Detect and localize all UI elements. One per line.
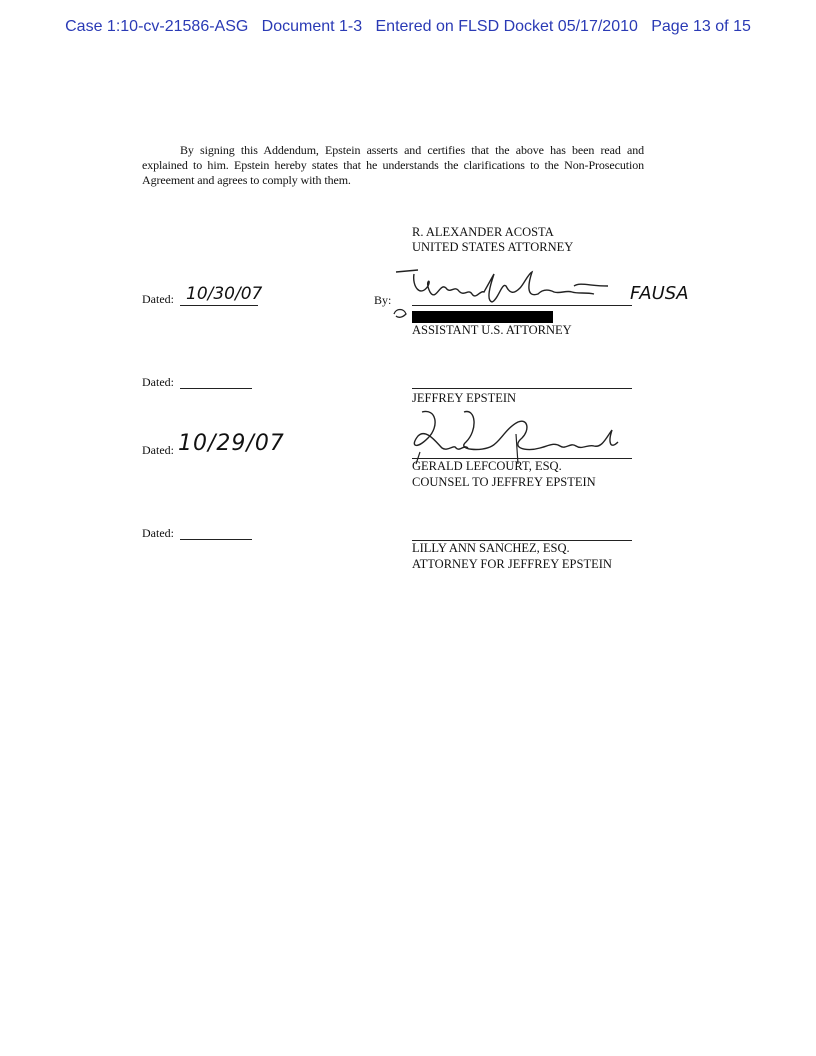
ausa-role: ASSISTANT U.S. ATTORNEY bbox=[412, 323, 572, 337]
dated-label-3: Dated: bbox=[142, 443, 174, 457]
lefcourt-role: COUNSEL TO JEFFREY EPSTEIN bbox=[412, 475, 596, 489]
docket-stamp: Case 1:10-cv-21586-ASG Document 1-3 Entered on FLSD Docket 05/17/2010 Page 13 of 15 bbox=[65, 18, 751, 35]
us-attorney-title: UNITED STATES ATTORNEY bbox=[412, 240, 574, 254]
lefcourt-block bbox=[412, 458, 596, 490]
signature-line-2 bbox=[412, 388, 632, 389]
us-attorney-name: R. ALEXANDER ACOSTA bbox=[412, 225, 554, 239]
lefcourt-name: GERALD LEFCOURT, ESQ. bbox=[412, 459, 562, 473]
date-line-4 bbox=[180, 539, 252, 540]
handwritten-date-3: 10/29/07 bbox=[178, 431, 285, 456]
sanchez-block bbox=[412, 540, 612, 572]
addendum-paragraph bbox=[142, 143, 644, 188]
dated-label-4: Dated: bbox=[142, 526, 174, 540]
fausa-note: FAUSA bbox=[630, 283, 689, 304]
sanchez-role: ATTORNEY FOR JEFFREY EPSTEIN bbox=[412, 557, 612, 571]
handwritten-date-1: 10/30/07 bbox=[186, 284, 263, 304]
dated-label-2: Dated: bbox=[142, 375, 174, 389]
dated-label-1: Dated: bbox=[142, 292, 174, 306]
date-line-1 bbox=[180, 305, 258, 306]
epstein-name: JEFFREY EPSTEIN bbox=[412, 391, 517, 405]
addendum-paragraph-text: By signing this Addendum, Epstein asserts and certifies that the above has been read and explained to him. Epstein hereby states that he understands the clarifications to the Non-Prosecution Agreement and agrees to comply with them. bbox=[142, 143, 644, 187]
us-attorney-block bbox=[412, 225, 573, 255]
date-line-2 bbox=[180, 388, 252, 389]
sanchez-name: LILLY ANN SANCHEZ, ESQ. bbox=[412, 541, 570, 555]
by-label: By: bbox=[374, 293, 392, 307]
